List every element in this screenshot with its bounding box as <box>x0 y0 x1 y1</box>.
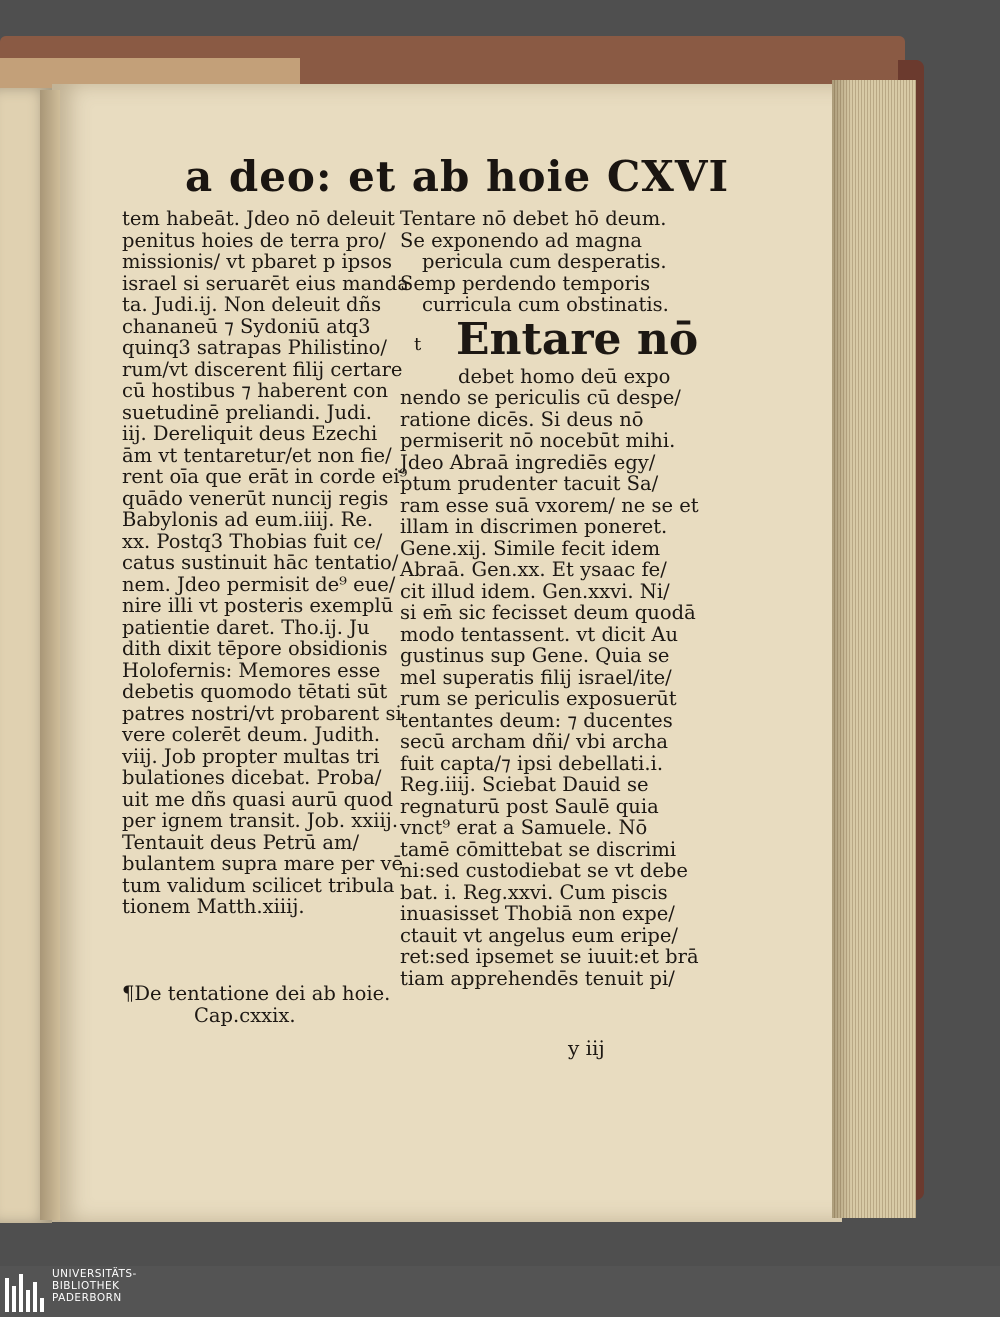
text-line: tentantes deum: ⁊ ducentes <box>400 708 673 732</box>
chapter-heading-block <box>122 983 390 1027</box>
gutter <box>40 90 60 1220</box>
text-line: nendo se periculis cū despe/ <box>400 386 681 409</box>
footer-bar <box>0 1266 1000 1317</box>
text-line: tem habeāt. Jdeo nō deleuit <box>122 207 395 230</box>
text-line: suetudinē preliandi. Judi. <box>122 400 372 424</box>
text-line: ctauit vt angelus eum eripe/ <box>400 923 678 947</box>
verse-line: curricula cum obstinatis. <box>422 293 669 316</box>
text-line: fuit capta/⁊ ipsi debellati.i. <box>400 751 664 775</box>
text-line: nem. Jdeo permisit de⁹ eue/ <box>122 572 396 596</box>
text-line: mel superatis filij israel/ite/ <box>400 665 672 689</box>
initial-words: Entare nō <box>456 313 699 365</box>
chapter-heading: ¶De tentatione dei ab hoie. <box>122 982 391 1005</box>
text-line: ptum prudenter tacuit Sa/ <box>400 472 659 495</box>
text-line: cū hostibus ⁊ haberent con <box>122 379 389 402</box>
text-line: bulantem supra mare per vē <box>122 852 403 875</box>
text-line: secū archam dñi/ vbi archa <box>400 730 669 753</box>
library-name-line-3: PADERBORN <box>52 1292 122 1304</box>
text-line: inuasisset Thobiā non expe/ <box>400 902 675 925</box>
text-line: Gene.xij. Simile fecit idem <box>400 536 661 560</box>
text-line: tionem Matth.xiiij. <box>122 895 305 918</box>
text-line: permiserit nō nocebūt mihi. <box>400 429 676 452</box>
guide-letter: t <box>414 333 422 355</box>
text-line: quinq3 satrapas Philistino/ <box>122 336 387 359</box>
library-name <box>52 1268 137 1304</box>
text-line: tamē cōmittebat se discrimi <box>400 837 677 861</box>
text-line: debet homo deū expo <box>458 364 671 388</box>
text-line: rum/vt discerent filij certare <box>122 357 403 381</box>
verse-block <box>400 208 699 316</box>
text-line: ām vt tentaretur/et non fie/ <box>122 443 392 467</box>
text-line: regnaturū post Saulē quia <box>400 794 659 818</box>
library-name-line-2: BIBLIOTHEK <box>52 1280 120 1292</box>
text-line: dith dixit tēpore obsidionis <box>122 637 388 660</box>
text-line: illam in discrimen poneret. <box>400 515 668 538</box>
text-line: Holofernis: Memores esse <box>122 658 381 682</box>
text-line: si em̄ sic fecisset deum quodā <box>400 601 696 624</box>
text-line: patientie daret. Tho.ij. Ju <box>122 615 370 639</box>
text-line: patres nostri/vt probarent si <box>122 701 402 725</box>
text-line: Babylonis ad eum.iiij. Re. <box>122 508 374 531</box>
text-line: catus sustinuit hāc tentatio/ <box>122 551 399 574</box>
text-line: cit illud idem. Gen.xxvi. Ni/ <box>400 579 670 603</box>
text-line: rum se periculis exposuerūt <box>400 687 677 710</box>
library-name-line-1: UNIVERSITÄTS- <box>52 1268 137 1280</box>
text-line: nire illi vt posteris exemplū <box>122 594 394 617</box>
text-line: chananeū ⁊ Sydoniū atq3 <box>122 314 371 338</box>
text-line: per ignem transit. Job. xxiij. <box>122 809 399 832</box>
verse-line: Se exponendo ad magna <box>400 228 643 252</box>
text-line: xx. Postq3 Thobias fuit ce/ <box>122 529 383 553</box>
text-line: ram esse suā vxorem/ ne se et <box>400 493 699 517</box>
text-line: penitus hoies de terra pro/ <box>122 228 386 252</box>
text-line: ratione dicēs. Si deus nō <box>400 407 644 431</box>
text-line: tiam apprehendēs tenuit pi/ <box>400 966 675 990</box>
text-line: missionis/ vt pbaret p ipsos <box>122 250 392 273</box>
signature-mark: y iij <box>568 1036 605 1060</box>
running-head: a deo: et ab hoie CXVI <box>185 152 730 201</box>
text-line: vnct⁹ erat a Samuele. Nō <box>400 816 648 839</box>
text-line: Tentauit deus Petrū am/ <box>122 830 360 854</box>
text-line: uit me dñs quasi aurū quod <box>122 787 393 811</box>
text-line: Reg.iiij. Sciebat Dauid se <box>400 773 649 796</box>
left-text-column <box>122 208 409 918</box>
text-line: Jdeo Abraā ingrediēs egy/ <box>400 450 656 474</box>
text-line: Abraā. Gen.xx. Et ysaac fe/ <box>400 558 667 581</box>
verse-line: Semp perdendo temporis <box>400 271 651 295</box>
text-line: ta. Judi.ij. Non deleuit dñs <box>122 293 382 316</box>
chapter-number: Cap.cxxix. <box>194 1004 296 1027</box>
text-line: modo tentassent. vt dicit Au <box>400 622 678 646</box>
right-body <box>400 366 699 990</box>
text-line: ret:sed ipsemet se iuuit:et brā <box>400 945 699 968</box>
verse-line: Tentare nō debet hō deum. <box>400 207 667 230</box>
text-line: bulationes dicebat. Proba/ <box>122 766 382 789</box>
text-line: viij. Job propter multas tri <box>122 744 380 768</box>
text-line: iij. Dereliquit deus Ezechi <box>122 422 378 445</box>
text-line: bat. i. Reg.xxvi. Cum piscis <box>400 880 668 904</box>
right-text-column <box>400 208 699 989</box>
text-line: gustinus sup Gene. Quia se <box>400 644 670 667</box>
library-logo-icon <box>3 1270 45 1312</box>
text-line: ni:sed custodiebat se vt debe <box>400 859 688 882</box>
verse-line: pericula cum desperatis. <box>422 250 667 273</box>
text-line: tum validum scilicet tribula <box>122 873 395 897</box>
text-line: rent oīa que erāt in corde ei⁹ <box>122 465 408 488</box>
text-line: israel si seruarēt eius manda <box>122 271 409 295</box>
text-line: debetis quomodo tētati sūt <box>122 680 388 703</box>
initial-row <box>400 313 699 366</box>
text-line: vere colerēt deum. Judith. <box>122 723 381 746</box>
text-line: quādo venerūt nuncij regis <box>122 486 389 510</box>
